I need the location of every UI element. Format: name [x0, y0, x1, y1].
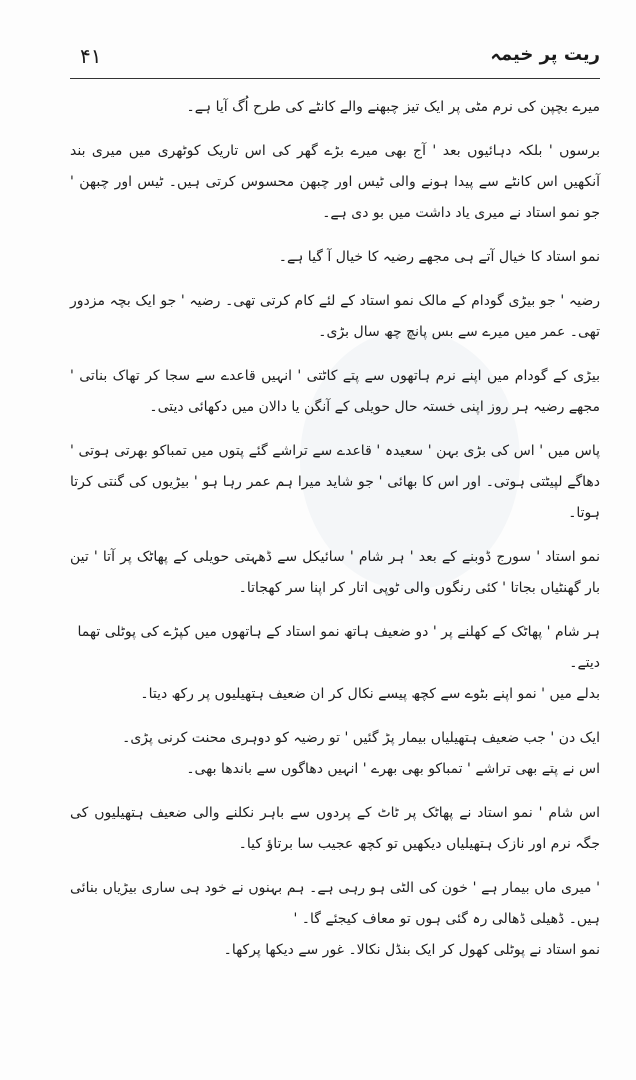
- paragraph: نمو استاد نے پوٹلی کھول کر ایک بنڈل نکالا۔ غور سے دیکھا پرکھا۔: [223, 942, 600, 958]
- page-number: ۴۱: [80, 44, 102, 68]
- paragraph: نمو استاد ' سورج ڈوبنے کے بعد ' ہر شام ' سائیکل سے ڈھہتی حویلی کے پھاٹک پر آتا ' تین بار گھنٹیاں بجاتا ' کئی رنگوں والی ٹوپی اتار کر اپنا سر کھجاتا۔: [70, 549, 600, 596]
- paragraph: نمو استاد کا خیال آتے ہی مجھے رضیہ کا خیال آ گیا ہے۔: [278, 249, 600, 265]
- paragraph: ' میری ماں بیمار ہے ' خون کی الٹی ہو رہی ہے۔ ہم بہنوں نے خود ہی ساری بیڑیاں بنائی ہیں۔ ڈھیلی ڈھالی رہ گئی ہوں تو معاف کیجئے گا۔ ': [70, 880, 600, 927]
- running-title: ریت پر خیمہ: [490, 44, 600, 65]
- page-header: [70, 44, 600, 74]
- paragraph: بدلے میں ' نمو اپنے بٹوے سے کچھ پیسے نکال کر ان ضعیف ہتھیلیوں پر رکھ دیتا۔: [140, 686, 600, 702]
- header-rule: [70, 78, 600, 79]
- paragraph: بیڑی کے گودام میں اپنے نرم ہاتھوں سے پتے کاٹتی ' انہیں قاعدے سے سجا کر تھاک بناتی ' مجھے رضیہ ہر روز اپنی خستہ حال حویلی کے آنگن یا دالان میں دکھائی دیتی۔: [70, 368, 600, 415]
- paragraph: اس شام ' نمو استاد نے پھاٹک پر ٹاٹ کے پردوں سے باہر نکلنے والی ضعیف ہتھیلیوں کی جگہ نرم اور نازک ہتھیلیاں دیکھیں تو کچھ عجیب سا برتاؤ کیا۔: [70, 805, 600, 852]
- paragraph: برسوں ' بلکہ دہائیوں بعد ' آج بھی میرے بڑے گھر کی اس تاریک کوٹھری میں میری بند آنکھیں اس کانٹے سے پیدا ہونے والی ٹیس اور چبھن محسوس کرتی ہیں۔ ٹیس اور چبھن ' جو نمو استاد نے میری یاد داشت میں بو دی ہے۔: [70, 143, 600, 221]
- paragraph: پاس میں ' اس کی بڑی بہن ' سعیدہ ' قاعدے سے تراشے گئے پتوں میں تمباکو بھرتی ہوتی ' دھاگے لپیٹتی ہوتی۔ اور اس کا بھائی ' جو شاید میرا ہم عمر رہا ہو ' بیڑیوں کی گنتی کرتا ہوتا۔: [70, 443, 600, 521]
- body-text: [70, 92, 600, 979]
- paragraph: ہر شام ' پھاٹک کے کھلنے پر ' دو ضعیف ہاتھ نمو استاد کے ہاتھوں میں کپڑے کی پوٹلی تھما دیتے۔: [77, 624, 600, 671]
- paragraph: میرے بچپن کی نرم مٹی پر ایک تیز چبھنے والے کانٹے کی طرح اُگ آیا ہے۔: [186, 99, 600, 115]
- paragraph: ایک دن ' جب ضعیف ہتھیلیاں بیمار پڑ گئیں ' تو رضیہ کو دوہری محنت کرنی پڑی۔: [122, 730, 600, 746]
- paragraph: رضیہ ' جو بیڑی گودام کے مالک نمو استاد کے لئے کام کرتی تھی۔ رضیہ ' جو ایک بچہ مزدور تھی۔ عمر میں میرے سے بس پانچ چھ سال بڑی۔: [70, 293, 600, 340]
- paragraph: اس نے پتے بھی تراشے ' تمباکو بھی بھرے ' انہیں دھاگوں سے باندھا بھی۔: [186, 761, 600, 777]
